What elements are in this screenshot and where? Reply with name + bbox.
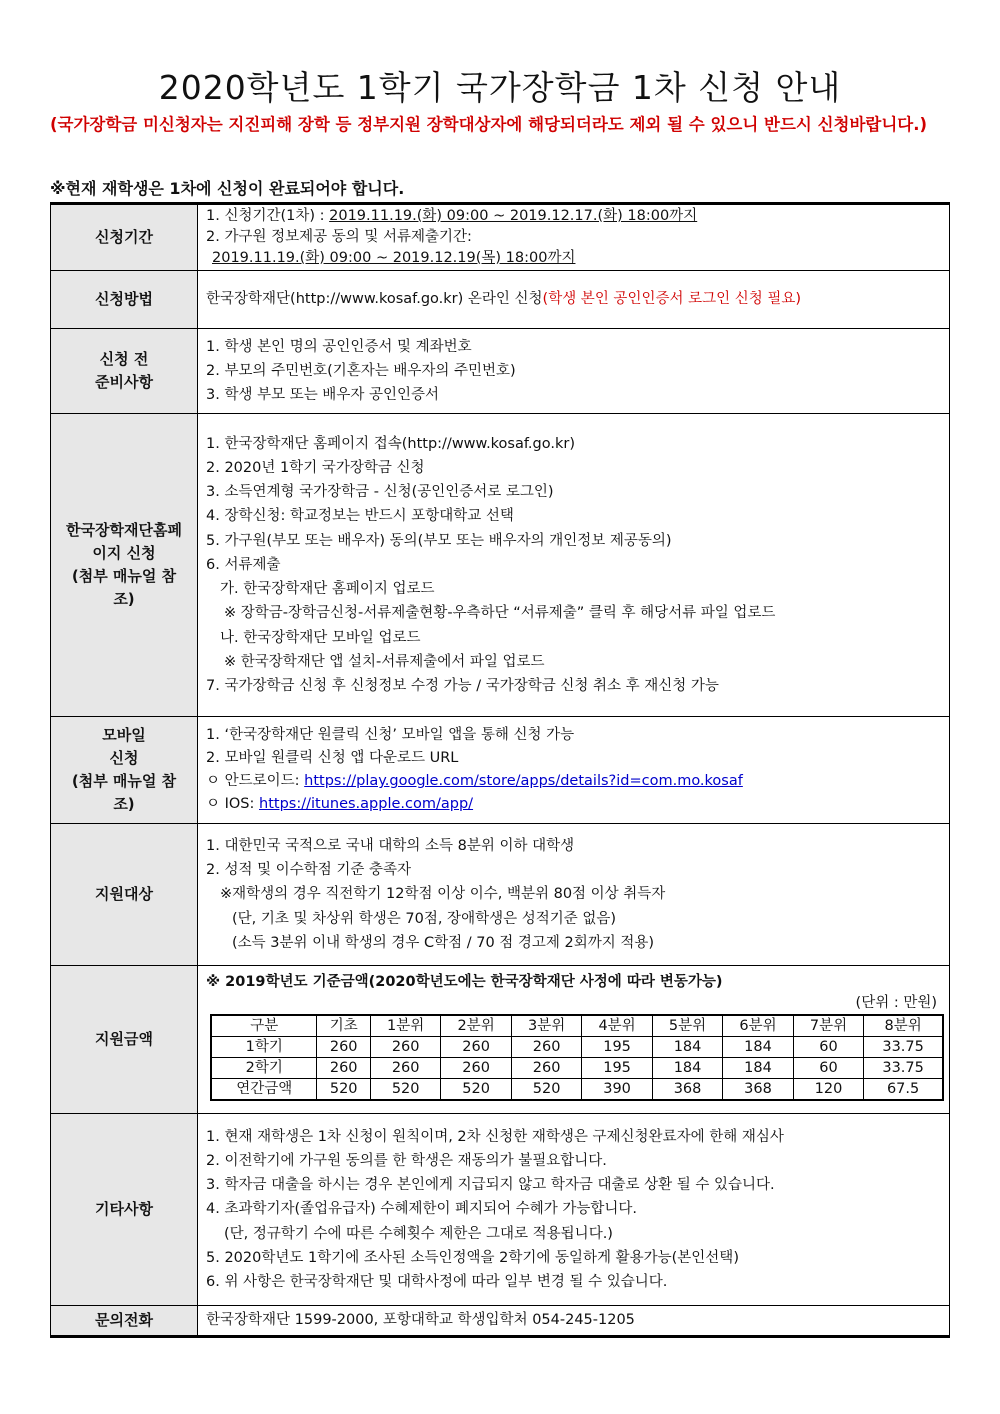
table-cell: 195 [582,1058,652,1079]
mobile-label [51,717,198,824]
prep-content [198,329,950,414]
amount-content [198,966,950,1114]
list-item: 3. 학생 부모 또는 배우자 공인인증서 [206,387,439,404]
period-line3: 2019.11.19.(화) 09:00 ~ 2019.12.19(목) 18:00까지 [212,250,576,266]
table-cell: 184 [723,1037,793,1058]
table-cell: 260 [511,1058,581,1079]
table-cell: 33.75 [864,1058,943,1079]
table-cell: 260 [441,1058,511,1079]
contact-label: 문의전화 [51,1306,198,1337]
list-item: 1. 대한민국 국적으로 국내 대학의 소득 8분위 이하 대학생 [206,837,575,854]
method-label: 신청방법 [51,271,198,329]
table-cell: 67.5 [864,1079,943,1101]
list-item: 3. 학자금 대출을 하시는 경우 본인에게 지급되지 않고 학자금 대출로 상환 될 수 있습니다. [206,1177,775,1194]
target-label: 지원대상 [51,824,198,966]
table-cell: 260 [317,1058,370,1079]
prep-label [51,329,198,414]
table-cell: 195 [582,1037,652,1058]
table-cell: 연간금액 [211,1079,317,1101]
table-cell: 120 [793,1079,863,1101]
method-text-red: (학생 본인 공인인증서 로그인 신청 필요) [542,291,802,308]
homepage-content [198,414,950,717]
notice-text: ※현재 재학생은 1차에 신청이 완료되어야 합니다. [50,179,405,198]
header-cell: 4분위 [582,1015,652,1037]
prep-label-line2: 준비사항 [95,373,153,391]
header-cell: 6분위 [723,1015,793,1037]
row-etc [51,1114,950,1306]
method-text: 한국장학재단(http://www.kosaf.go.kr) 온라인 신청 [206,291,543,308]
row-contact [51,1306,950,1337]
list-item: ※ 장학금-장학금신청-서류제출현황-우측하단 “서류제출” 클릭 후 해당서류 파일 업로드 [224,605,776,622]
table-cell: 33.75 [864,1037,943,1058]
table-cell: 60 [793,1058,863,1079]
homepage-label [51,414,198,717]
table-cell: 184 [652,1058,722,1079]
row-homepage [51,414,950,717]
mobile-label-line1: 모바일 [102,726,146,744]
mobile-label-line2: 신청 [109,749,139,767]
ios-prefix: ㅇ IOS: [206,796,260,812]
period-label: 신청기간 [51,204,198,271]
list-item: 3. 소득연계형 국가장학금 - 신청(공인인증서로 로그인) [206,484,554,501]
header-cell: 7분위 [793,1015,863,1037]
header-cell: 5분위 [652,1015,722,1037]
mobile-line2: 2. 모바일 원클릭 신청 앱 다운로드 URL [206,750,459,766]
table-row [211,1037,943,1058]
period-content [198,204,950,271]
list-item: (단, 기초 및 차상위 학생은 70점, 장애학생은 성적기준 없음) [232,910,617,927]
table-cell: 520 [441,1079,511,1101]
list-item: 4. 초과학기자(졸업유급자) 수혜제한이 폐지되어 수혜가 가능합니다. [206,1201,637,1218]
period-line1-prefix: 1. 신청기간(1차) : [206,208,330,224]
table-cell: 520 [317,1079,370,1101]
mobile-label-line4: 조) [113,795,135,813]
list-item: 가. 한국장학재단 홈페이지 업로드 [220,581,435,598]
list-item: 6. 위 사항은 한국장학재단 및 대학사정에 따라 일부 변경 될 수 있습니다. [206,1274,668,1290]
table-cell: 390 [582,1079,652,1101]
header-cell: 1분위 [370,1015,440,1037]
list-item: ※ 한국장학재단 앱 설치-서류제출에서 파일 업로드 [224,653,545,670]
method-content [198,271,950,329]
android-prefix: ㅇ 안드로이드: [206,773,305,789]
header-cell: 기초 [317,1015,370,1037]
prep-label-line1: 신청 전 [99,350,149,368]
row-amount [51,966,950,1114]
homepage-label-line2: 이지 신청 [92,544,156,562]
table-cell: 260 [370,1058,440,1079]
header-cell: 2분위 [441,1015,511,1037]
list-item: 7. 국가장학금 신청 후 신청정보 수정 가능 / 국가장학금 신청 취소 후 재신청 가능 [206,677,719,694]
header-cell: 3분위 [511,1015,581,1037]
mobile-label-line3: (첨부 매뉴얼 참 [71,772,177,790]
table-cell: 520 [511,1079,581,1101]
list-item: 2. 성적 및 이수학점 기준 충족자 [206,862,411,879]
list-item: 2. 부모의 주민번호(기혼자는 배우자의 주민번호) [206,362,516,379]
amount-unit: (단위 : 만원) [855,995,937,1011]
table-cell: 184 [652,1037,722,1058]
homepage-label-line1: 한국장학재단홈페 [66,521,182,539]
table-cell: 520 [370,1079,440,1101]
table-cell: 260 [370,1037,440,1058]
list-item: (소득 3분위 이내 학생의 경우 C학점 / 70 점 경고제 2회까지 적용) [232,934,655,951]
amount-label: 지원금액 [51,966,198,1114]
page-title: 2020학년도 1학기 국가장학금 1차 신청 안내 [158,68,842,107]
row-mobile [51,717,950,824]
warning-text: (국가장학금 미신청자는 지진피해 장학 등 정부지원 장학대상자에 해당되더라도 제외 될 수 있으니 반드시 신청바랍니다.) [50,115,928,134]
list-item: 1. 한국장학재단 홈페이지 접속(http://www.kosaf.go.kr) [206,435,575,452]
list-item: 나. 한국장학재단 모바일 업로드 [220,629,421,646]
amount-heading: ※ 2019학년도 기준금액(2020학년도에는 한국장학재단 사정에 따라 변동가능) [206,974,723,990]
table-cell: 368 [652,1079,722,1101]
mobile-content [198,717,950,824]
list-item: 6. 서류제출 [206,556,281,573]
table-cell: 60 [793,1037,863,1058]
list-item: ※재학생의 경우 직전학기 12학점 이상 이수, 백분위 80점 이상 취득자 [220,886,666,903]
row-method [51,271,950,329]
period-line2: 2. 가구원 정보제공 동의 및 서류제출기간: [206,229,472,245]
table-cell: 1학기 [211,1037,317,1058]
contact-content: 한국장학재단 1599-2000, 포항대학교 학생입학처 054-245-1205 [198,1306,950,1337]
list-item: 1. 학생 본인 명의 공인인증서 및 계좌번호 [206,338,472,355]
etc-label: 기타사항 [51,1114,198,1306]
list-item: 1. 현재 재학생은 1차 신청이 원칙이며, 2차 신청한 재학생은 구제신청완료자에 한해 재심사 [206,1128,784,1145]
header-cell: 8분위 [864,1015,943,1037]
list-item: (단, 정규학기 수에 따른 수혜횟수 제한은 그대로 적용됩니다.) [224,1225,613,1242]
list-item: 2. 2020년 1학기 국가장학금 신청 [206,460,425,477]
table-cell: 184 [723,1058,793,1079]
header-cell: 구분 [211,1015,317,1037]
row-target [51,824,950,966]
list-item: 2. 이전학기에 가구원 동의를 한 학생은 재동의가 불필요합니다. [206,1152,607,1169]
homepage-label-line4: 조) [113,590,135,608]
mobile-line1: 1. ‘한국장학재단 원클릭 신청’ 모바일 앱을 통해 신청 가능 [206,727,575,743]
row-period [51,204,950,271]
row-prep [51,329,950,414]
homepage-label-line3: (첨부 매뉴얼 참 [71,567,177,585]
table-row [211,1058,943,1079]
list-item: 4. 장학신청: 학교정보는 반드시 포항대학교 선택 [206,508,514,525]
table-row [211,1079,943,1101]
amount-table [210,1014,944,1101]
table-cell: 368 [723,1079,793,1101]
period-line1-dates: 2019.11.19.(화) 09:00 ~ 2019.12.17.(화) 18:00까지 [329,208,698,224]
android-link[interactable]: https://play.google.com/store/apps/details?id=com.mo.kosaf [304,773,743,789]
table-cell: 260 [441,1037,511,1058]
amount-header-row [211,1015,943,1037]
table-cell: 260 [511,1037,581,1058]
table-cell: 260 [317,1037,370,1058]
list-item: 5. 2020학년도 1학기에 조사된 소득인정액을 2학기에 동일하게 활용가능(본인선택) [206,1249,739,1266]
list-item: 5. 가구원(부모 또는 배우자) 동의(부모 또는 배우자의 개인정보 제공동의) [206,532,672,549]
target-content [198,824,950,966]
ios-link[interactable]: https://itunes.apple.com/app/ [259,796,474,812]
info-table [50,202,950,1338]
etc-content [198,1114,950,1306]
table-cell: 2학기 [211,1058,317,1079]
